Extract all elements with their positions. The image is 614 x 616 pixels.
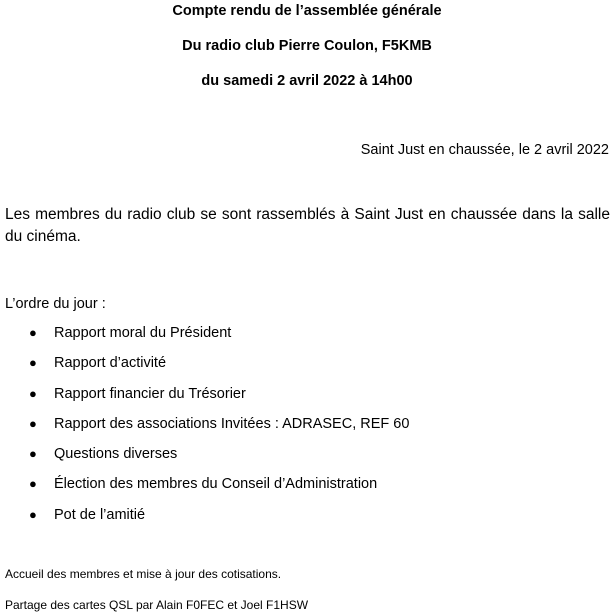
bullet-icon: ● (29, 415, 37, 431)
agenda-item-text: Questions diverses (54, 446, 178, 463)
bullet-icon: ● (29, 385, 37, 401)
agenda-heading: L’ordre du jour : (5, 296, 106, 312)
intro-paragraph: Les membres du radio club se sont rassemblés à Saint Just en chaussée dans la salle du cinéma. (5, 206, 610, 245)
agenda-item-text: Rapport des associations Invitées : ADRASEC, REF 60 (54, 415, 410, 432)
agenda-item-text: Rapport moral du Président (54, 325, 232, 341)
agenda-item-text: Rapport financier du Trésorier (54, 385, 246, 402)
place-and-date: Saint Just en chaussée, le 2 avril 2022 (360, 142, 609, 158)
document-subtitle-club: Du radio club Pierre Coulon, F5KMB (182, 38, 432, 54)
bullet-icon: ● (29, 446, 37, 462)
bullet-icon: ● (29, 325, 37, 340)
bullet-icon: ● (29, 476, 37, 492)
footer-note-membership: Accueil des membres et mise à jour des cotisations. (5, 567, 282, 581)
bullet-icon: ● (29, 355, 37, 371)
agenda-item-text: Pot de l’amitié (54, 506, 146, 523)
bullet-icon: ● (29, 506, 37, 522)
agenda-item-text: Rapport d’activité (54, 355, 167, 372)
agenda-item-text: Élection des membres du Conseil d’Administration (54, 476, 378, 493)
footer-note-qsl: Partage des cartes QSL par Alain F0FEC et Joel F1HSW (5, 598, 309, 612)
document-title: Compte rendu de l’assemblée générale (172, 3, 442, 19)
document-subtitle-date: du samedi 2 avril 2022 à 14h00 (201, 73, 413, 89)
